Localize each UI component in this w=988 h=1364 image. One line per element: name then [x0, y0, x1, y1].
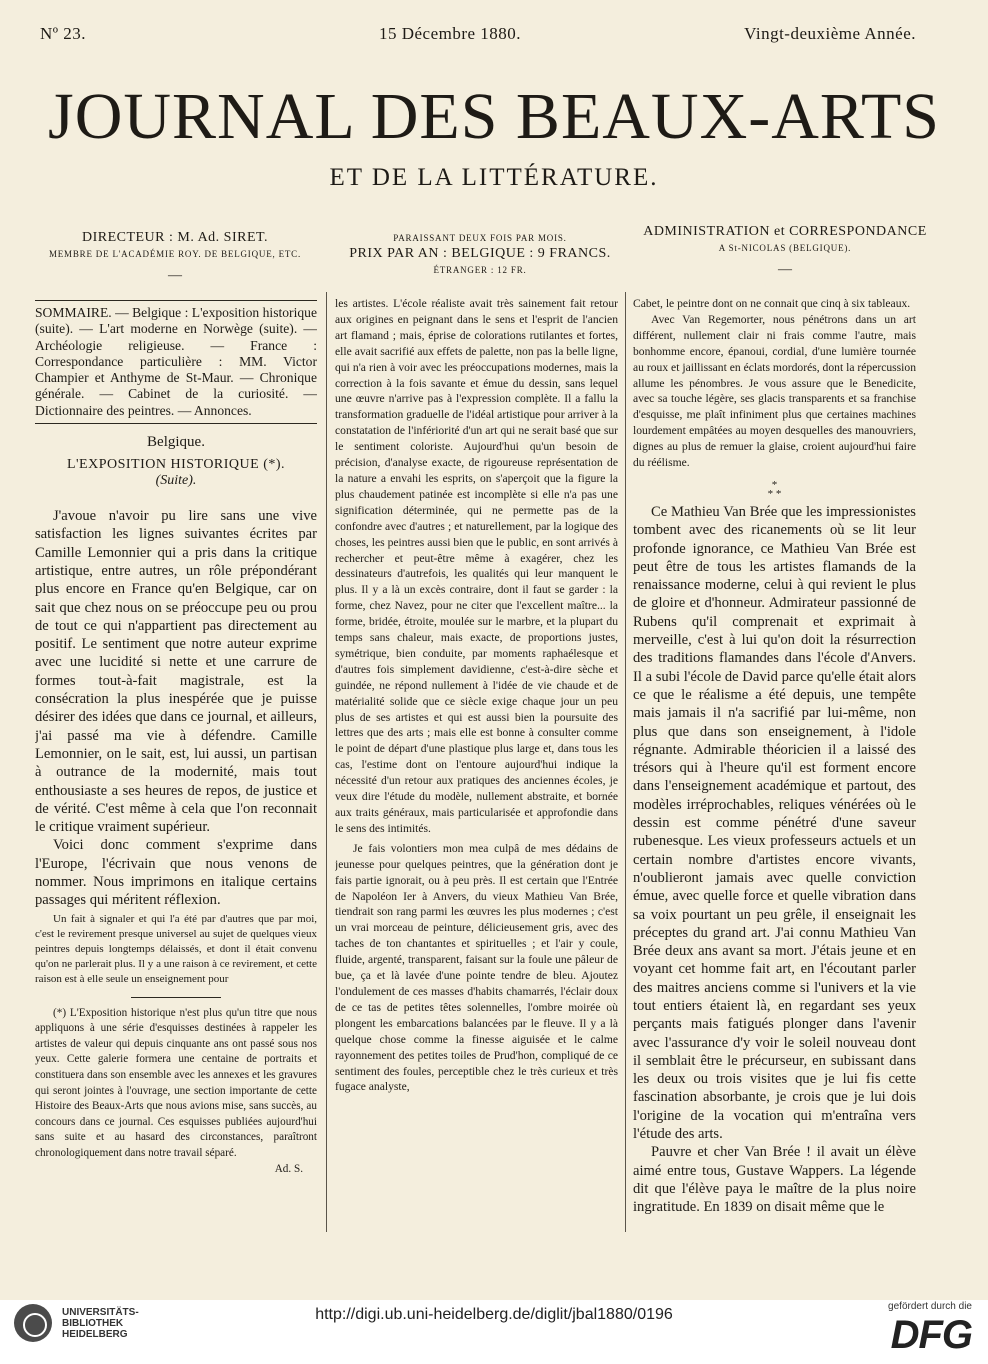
article-suite: (Suite). — [155, 473, 197, 489]
director-block — [40, 230, 310, 284]
director-name: DIRECTEUR : M. Ad. SIRET. — [81, 230, 269, 245]
sommaire-separator — [35, 423, 317, 424]
admin-title: ADMINISTRATION et CORRESPONDANCE — [643, 224, 927, 239]
frequency-text: PARAISSANT DEUX FOIS PAR MOIS. — [393, 233, 567, 243]
admin-address: A St-NICOLAS (BELGIQUE). — [718, 243, 852, 253]
footnote: (*) L'Exposition historique n'est plus qu'un titre que nous appliquons à une série d'esquisses destinées à rappeler les artistes de valeur qui depuis cinquante ans ont passé sous nos yeux. Cette galerie formera une centaine de portraits et constituera dans son ensemble avec les annexes et les gravures qui seront jointes à l'ouvrage, une section importante de cette Histoire des Beaux-Arts que nous avions mise, sans succès, au concours dans ce journal. Ces esquisses publiées aujourd'hui sans suite et au hasard des circonstances, paraîtront chronologiquement dans notre travail séparé. — [35, 1006, 317, 1159]
director-dash: — — [168, 268, 182, 283]
funding-note: gefördert durch die — [888, 1301, 972, 1312]
column-rule-right — [625, 292, 626, 1232]
admin-dash: — — [778, 262, 792, 277]
footnote-rule — [131, 997, 221, 998]
paragraph: J'avoue n'avoir pu lire sans une vive satisfaction les lignes suivantes écrites par Camille Lemonnier qui a pris dans la critique artistique, entre autres, un rôle prépondérant plus encore en France qu'en Belgique, car on sait que chez nous on se préoccupe peu ou prou de tout ce qui n'appartient pas directement au positif. Le sentiment que notre auteur exprime avec une lucidité si nette et une carrure de formes tout-à-fait magistrale, est la consécration la plus inespérée que je puisse désirer des idées que dans ce journal, et ailleurs, j'ai passé ma vie à défendre. Camille Lemonnier, on le sait, est, lui aussi, un partisan à outrance de la modernité, mais tout enthousiaste a ses heures de repos, de justice et de vérité. C'est même à cela que l'on reconnait le critique vraiment supérieur. — [35, 508, 317, 836]
paragraph: Voici donc comment s'exprime dans l'Europe, l'écrivain que nous venons de nommer. Nous imprimons en italique certains passages qui méritent réflexion. — [35, 837, 317, 909]
column-3 — [633, 296, 916, 1231]
column-rule-left — [326, 292, 327, 1232]
admin-block — [640, 224, 930, 278]
paragraph: Ce Mathieu Van Brée que les impressionistes tombent avec des ricanements où se lit leur profonde ignorance, ce Mathieu Van Brée est peut être de tous les artistes flamands de la renaissance moderne, celui à qui revient le plus de gloire et d'honneur. Admirateur passionné de Rubens qu'il comprenait et exprimait à merveille, c'est à lui qu'on doit la résurrection des traditions flamandes dans l'école d'Anvers. Il a subi l'école de David parce qu'elle était alors ce que le réalisme a été depuis, une tempête mais jamais il n'a sacrifié par lui-même, non plus que dans son enseignement, à l'idole régnante. Admirable théoricien il a laissé des trésors qui à l'heure qu'il est forment encore dans l'enseignement académique et partout, des modèles irréprochables, reliques vénérées où le dessin est comme pénétré d'une saveur rubenesque. Les vieux professeurs actuels et un certain nombre d'artistes encore vivants, n'oublieront jamais avec quelle conviction émue, avec quelle force et quelle vibration dans sa voix pourtant un peu grêle, il enseignait les préceptes du grand art. J'ai connu Mathieu Van Brée deux ans avant sa mort. J'étais jeune et en voyant cet homme fait art, en l'écoutant parler des maitres anciens comme si l'univers et la vie tout entiers étaient là, en regardant ses yeux perçants mais fatigués plonger dans l'avenir avec l'assurance d'y voir le soleil nouveau dont il semblait être le précurseur, en subissant dans les deux ou trois visites que je lui fis cette fascination absorbante, je crois que je lui dois l'origine de la vocation qui m'entraîna vers l'étude des arts. — [633, 503, 916, 1143]
issue-year: Vingt-deuxième Année. — [744, 24, 916, 43]
masthead-title: JOURNAL DES BEAUX-ARTS — [48, 80, 940, 153]
section-stars: * * * — [767, 478, 782, 500]
column-2 — [335, 296, 618, 1231]
price-text: PRIX PAR AN : BELGIQUE : 9 FRANCS. — [349, 246, 611, 261]
top-separator — [35, 300, 317, 301]
column-1 — [35, 296, 317, 1231]
quoted-passage: Un fait à signaler et qui l'a été par d'autres que par moi, c'est le revirement presque universel au sujet de quelques vieux peintres depuis longtemps délaissés, et dont il était convenu qu'on ne parlerait plus. Il y a une raison à ce revirement, et cette raison est à elle seule un enseignement pour — [35, 912, 317, 985]
issue-date: 15 Décembre 1880. — [378, 24, 522, 43]
library-name: UNIVERSITÄTS-BIBLIOTHEK HEIDELBERG — [62, 1306, 139, 1340]
price-block — [330, 230, 630, 278]
dfg-logo: DFG — [890, 1313, 972, 1357]
director-title: MEMBRE DE L'ACADÉMIE ROY. DE BELGIQUE, ETC. — [48, 249, 302, 259]
section-rubric: Belgique. — [147, 434, 205, 451]
sommaire: SOMMAIRE. — Belgique : L'exposition historique (suite). — L'art moderne en Norwège (suite). — Archéologie religieuse. — France : Correspondance particulière : MM. Victor Champier et Anthyme de St-Maur. — Chronique générale. — Cabinet de la curiosité. — Dictionnaire des peintres. — Annonces. — [35, 305, 317, 418]
paragraph: les artistes. L'école réaliste avait très sainement fait retour aux origines en peignant dans le sens et l'esprit de l'ancien art flamand ; mais, éprise de colorations rutilantes et fortes, elle avait sacrifié aux effets de palette, non pas la belle ligne, qui n'a rien à voir avec les préoccupations modernes, mais la correction à la fois savante et émue du dessin, sans lequel une œuvre n'arrive pas à l'expression complète. Il a fallu la transformation graduelle de l'idéal artistique pour arriver à la constatation de l'infériorité d'un art qui ne serait basé que sur le sentiment coloriste. Aujourd'hui qu'un besoin de précision, d'analyse exacte, de rigoureuse représentation de la nature a envahi les esprits, on s'aperçoit que la figure la plus chaudement patinée est incomplète si elle n'a pas une signification déterminée, qui ne permette pas de la confondre avec d'autres ; et naturellement, par la logique des choses, les peintres aussi bien que le public, en sont arrivés à rechercher et peut-être même à exagérer, chez les dessinateurs d'autrefois, les qualités qui leur manquent le plus. Il y a là un excès contraire, dont il faut se garder : la forme, chez Navez, pour ne citer que l'excellent maître... la forme, bridée, étroite, moulée sur le marbre, et la plupart du temps sans chaleur, mais exacte, de proportions justes, symétrique, bien conduite, par moments raphaélesque et d'autres fois simplement davidienne, c'est-à-dire sèche et guindée, ne répond nullement à l'idée de vie chaude et de matérialité solide que ce siècle exige chaque jour un peu plus de ses artistes et qui est aussi bien la poursuite des lettres que des arts ; mais elle est bonne à consulter comme le point de départ d'une plastique plus large et, dans tous les cas, l'estime dont on l'entoure aujourd'hui indique la nécessité d'un retour aux pratiques des anciennes écoles, je veux dire l'étude du modèle, nullement abstraite, et bornée aux traits généraux, mais particularisée et approfondie dans le sens des intimités. — [335, 297, 618, 835]
foreign-price: ÉTRANGER : 12 FR. — [433, 265, 527, 275]
paragraph: Je fais volontiers mon mea culpâ de mes dédains de jeunesse pour quelques peintres, que la génération dont je fais partie ignorait, ou à peu près. Il est certain que l'Entrée de Napoléon Ier à Anvers, du vieux Mathieu Van Brée, tiendrait son rang parmi les œuvres les plus modernes ; c'est un vrai morceau de peinture, délicieusement gris, avec des taches de ton chantantes et spirituelles ; et l'air y coule, fluide, argenté, transparent, faisant sur la foule une pâleur de bue, ça et là lavée d'une pointe tendre de bleu. Ajoutez l'ondulement de ces masses d'habits chamarrés, l'éclair doux de ce tas de petites têtes solennelles, l'ombre moirée où plongent les embarcations balancées par le fleuve. Il y a là quelque chose comme la finesse aiguisée et le calme rayonnement des petites toiles de Prud'hon, compliqué de ce sentiment des foules, perceptible chez le très curieux et très fugace analyste, — [335, 841, 618, 1094]
issue-number: Nº 23. — [40, 24, 87, 43]
paragraph: Avec Van Regemorter, nous pénétrons dans un art différent, nullement clair ni frais comme l'autre, mais bonhomme encore, épanoui, cordial, d'une lumière tournée au roux et jaillissant en éclats mordorés, dont la répercussion allume les pénombres. Je vous assure que le Benedicite, avec sa touche légère, ses glacis transparents et sa franchise d'esquisse, me plaît infiniment plus que certaines machines lourdement empâtées au moyen desquelles des manouvriers, dignes au plus de remuer la glaise, croient aujourd'hui faire du réélisme. — [633, 312, 916, 470]
paragraph: Pauvre et cher Van Brée ! il avait un élève aimé entre tous, Gustave Wappers. La légende dit que l'élève paya le maître de la plus noire ingratitude. En 1839 on disait même que le — [633, 1144, 916, 1216]
paragraph: Cabet, le peintre dont on ne connait que cinq à six tableaux. — [633, 297, 911, 310]
source-url[interactable]: http://digi.ub.uni-heidelberg.de/diglit/jbal1880/0196 — [315, 1306, 673, 1323]
article-title: L'EXPOSITION HISTORIQUE (*). — [66, 457, 286, 473]
masthead-subtitle: ET DE LA LITTÉRATURE. — [329, 164, 659, 191]
signature: Ad. S. — [274, 1162, 303, 1175]
